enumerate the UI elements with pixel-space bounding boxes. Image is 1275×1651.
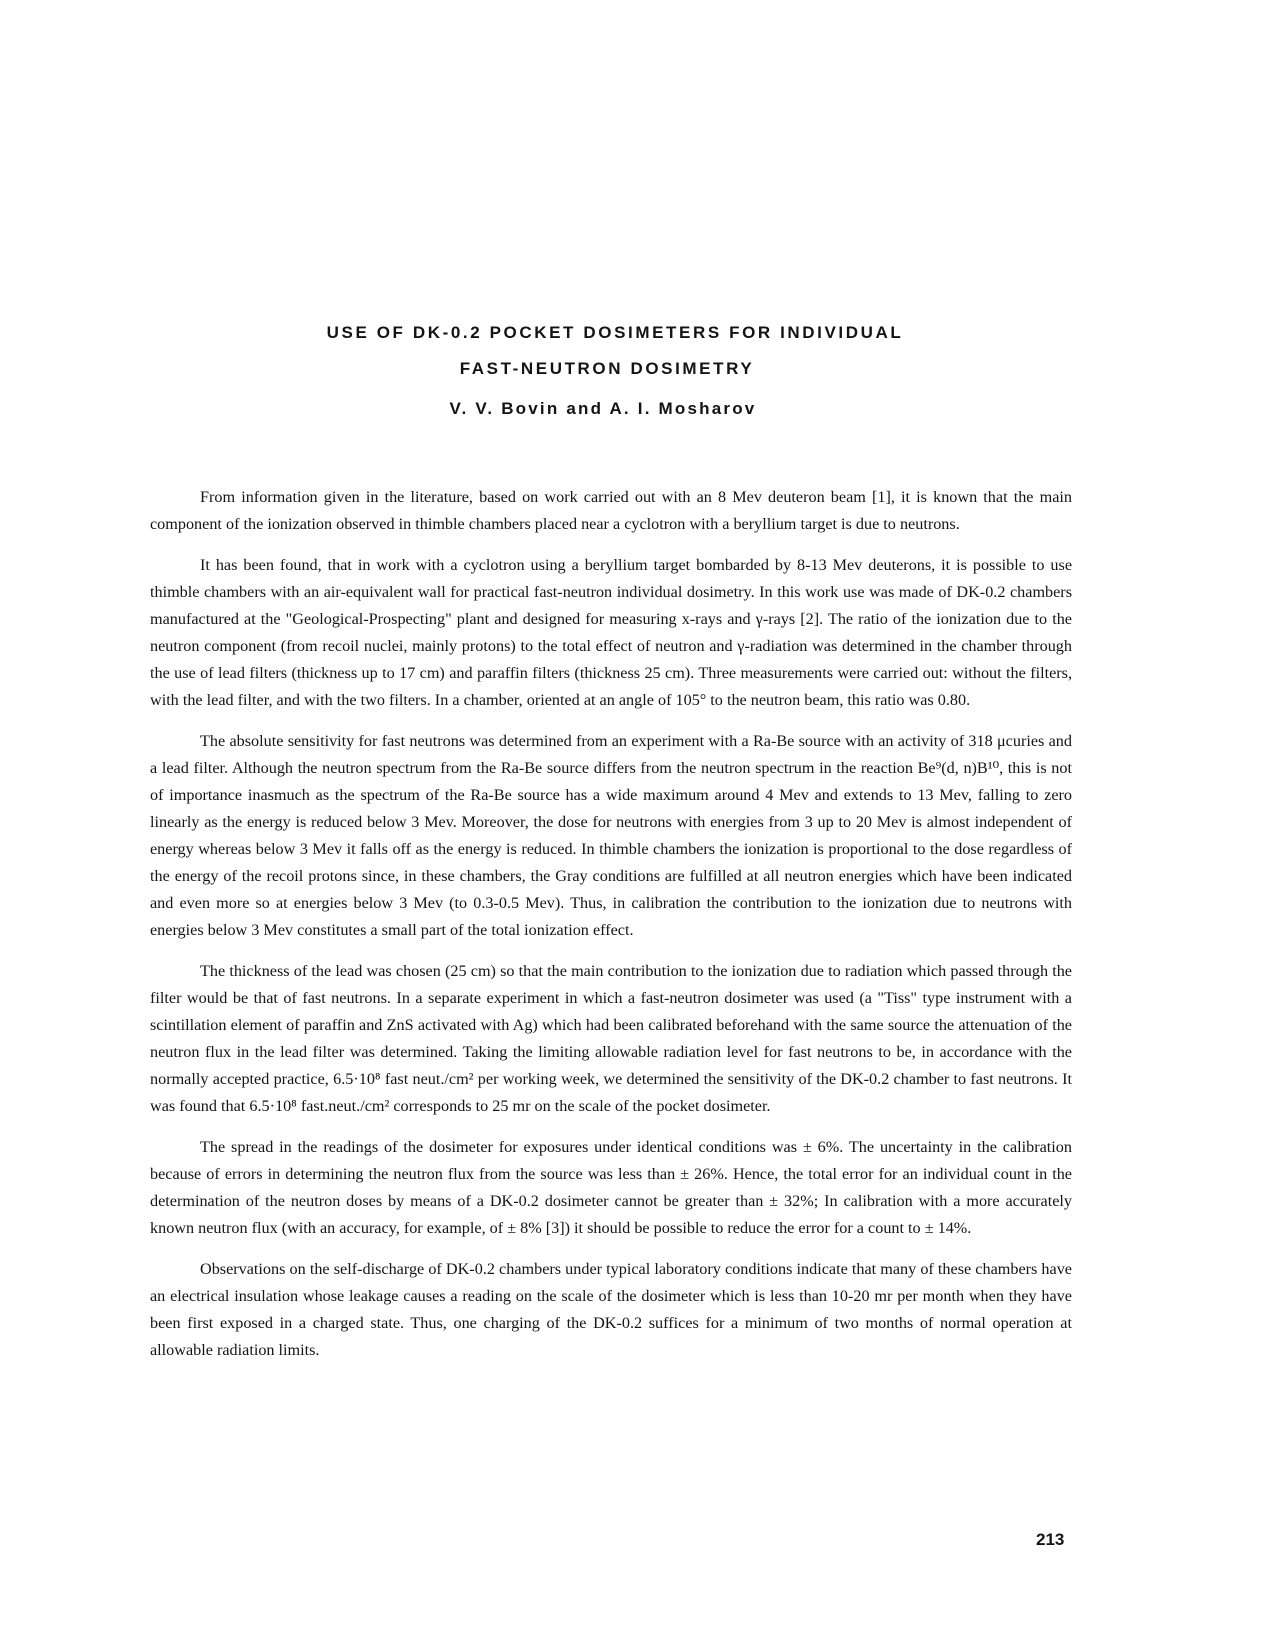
paragraph: It has been found, that in work with a cyclotron using a beryllium target bombarded by 8-13 Mev deuterons, it is possible to use thimble chambers with an air-equivalent wall for practical fast-neutron individual dosimetry. In this work use was made of DK-0.2 chambers manufactured at the "Geological-Prospecting" plant and designed for measuring x-rays and γ-rays [2]. The ratio of the ionization due to the neutron component (from recoil nuclei, mainly protons) to the total effect of neutron and γ-radiation was determined in the chamber through the use of lead filters (thickness up to 17 cm) and paraffin filters (thickness 25 cm). Three measurements were carried out: without the filters, with the lead filter, and with the two filters. In a chamber, oriented at an angle of 105° to the neutron beam, this ratio was 0.80. bbox=[150, 556, 1072, 709]
title-block bbox=[150, 322, 1070, 420]
paper-title-line-1: USE OF DK-0.2 POCKET DOSIMETERS FOR INDIVIDUAL bbox=[326, 323, 904, 342]
paragraph: From information given in the literature, based on work carried out with an 8 Mev deuteron beam [1], it is known that the main component of the ionization observed in thimble chambers placed near a cyclotron with a beryllium target is due to neutrons. bbox=[150, 488, 1072, 533]
body-text bbox=[150, 484, 1072, 1378]
paragraph: The thickness of the lead was chosen (25 cm) so that the main contribution to the ionization due to radiation which passed through the filter would be that of fast neutrons. In a separate experiment in which a fast-neutron dosimeter was used (a "Tiss" type instrument with a scintillation element of paraffin and ZnS activated with Ag) which had been calibrated beforehand with the same source the attenuation of the neutron flux in the lead filter was determined. Taking the limiting allowable radiation level for fast neutrons to be, in accordance with the normally accepted practice, 6.5·10⁸ fast neut./cm² per working week, we determined the sensitivity of the DK-0.2 chamber to fast neutrons. It was found that 6.5·10⁸ fast.neut./cm² corresponds to 25 mr on the scale of the pocket dosimeter. bbox=[150, 962, 1072, 1115]
paper-title-line-2: FAST-NEUTRON DOSIMETRY bbox=[459, 359, 755, 378]
page-number: 213 bbox=[1036, 1530, 1065, 1549]
paragraph: The absolute sensitivity for fast neutrons was determined from an experiment with a Ra-Be source with an activity of 318 μcuries and a lead filter. Although the neutron spectrum from the Ra-Be source differs from the neutron spectrum in the reaction Be⁹(d, n)B¹⁰, this is not of importance inasmuch as the spectrum of the Ra-Be source has a wide maximum around 4 Mev and extends to 13 Mev, falling to zero linearly as the energy is reduced below 3 Mev. Moreover, the dose for neutrons with energies from 3 up to 20 Mev is almost independent of energy whereas below 3 Mev it falls off as the energy is reduced. In thimble chambers the ionization is proportional to the dose regardless of the energy of the recoil protons since, in these chambers, the Gray conditions are fulfilled at all neutron energies which have been indicated and even more so at energies below 3 Mev (to 0.3-0.5 Mev). Thus, in calibration the contribution to the ionization due to neutrons with energies below 3 Mev constitutes a small part of the total ionization effect. bbox=[150, 732, 1072, 939]
paragraph: Observations on the self-discharge of DK-0.2 chambers under typical laboratory conditions indicate that many of these chambers have an electrical insulation whose leakage causes a reading on the scale of the dosimeter which is less than 10-20 mr per month when they have been first exposed in a charged state. Thus, one charging of the DK-0.2 suffices for a minimum of two months of normal operation at allowable radiation limits. bbox=[150, 1260, 1072, 1359]
paper-authors: V. V. Bovin and A. I. Mosharov bbox=[449, 399, 757, 418]
paragraph: The spread in the readings of the dosimeter for exposures under identical conditions was ± 6%. The uncertainty in the calibration because of errors in determining the neutron flux from the source was less than ± 26%. Hence, the total error for an individual count in the determination of the neutron doses by means of a DK-0.2 dosimeter cannot be greater than ± 32%; In calibration with a more accurately known neutron flux (with an accuracy, for example, of ± 8% [3]) it should be possible to reduce the error for a count to ± 14%. bbox=[150, 1138, 1072, 1237]
